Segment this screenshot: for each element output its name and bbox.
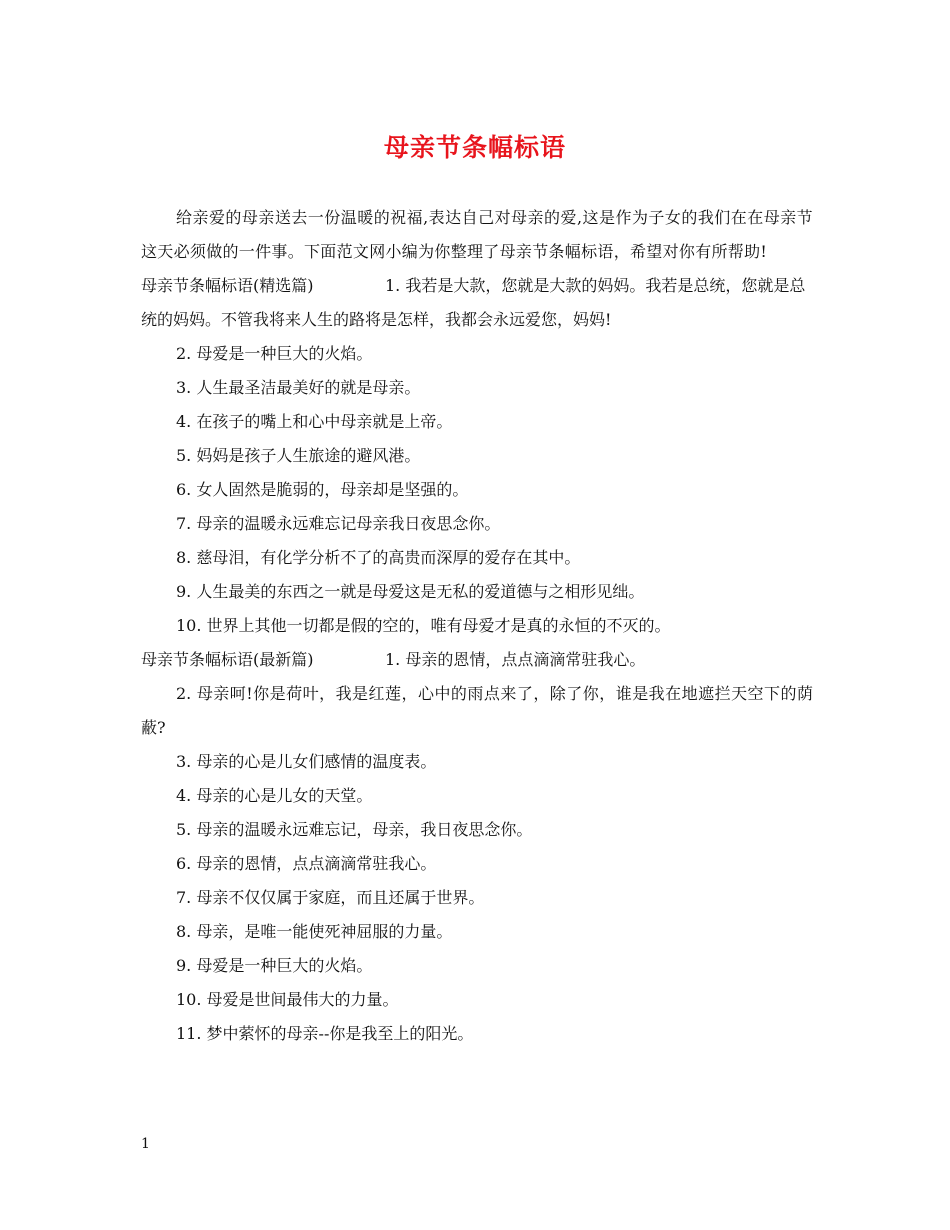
list-item: 2. 母亲呵!你是荷叶，我是红莲，心中的雨点来了，除了你，谁是我在地遮拦天空下的荫蔽? xyxy=(141,684,813,737)
list-item: 5. 母亲的温暖永远难忘记，母亲，我日夜思念你。 xyxy=(176,820,533,839)
section-heading-latest: 母亲节条幅标语(最新篇) xyxy=(141,650,314,669)
list-item: 10. 世界上其他一切都是假的空的，唯有母爱才是真的永恒的不灭的。 xyxy=(176,616,671,635)
list-item: 8. 慈母泪，有化学分析不了的高贵而深厚的爱存在其中。 xyxy=(176,548,581,567)
list-item: 3. 母亲的心是儿女们感情的温度表。 xyxy=(176,752,437,771)
list-item: 1. 母亲的恩情，点点滴滴常驻我心。 xyxy=(385,650,646,669)
list-item: 1. 我若是大款，您就是大款的妈妈。我若是总统，您就是总统的妈妈。不管我将来人生的路将是怎样，我都会永远爱您，妈妈! xyxy=(141,276,806,329)
section-精选-row xyxy=(141,269,813,337)
section-heading-selected: 母亲节条幅标语(精选篇) xyxy=(141,276,314,295)
list-item: 8. 母亲，是唯一能使死神屈服的力量。 xyxy=(176,922,453,941)
list-item: 9. 人生最美的东西之一就是母爱这是无私的爱道德与之相形见绌。 xyxy=(176,582,645,601)
list-item: 7. 母亲的温暖永远难忘记母亲我日夜思念你。 xyxy=(176,514,501,533)
list-item: 5. 妈妈是孩子人生旅途的避风港。 xyxy=(176,446,421,465)
list-item: 11. 梦中萦怀的母亲--你是我至上的阳光。 xyxy=(176,1024,474,1043)
list-item: 7. 母亲不仅仅属于家庭，而且还属于世界。 xyxy=(176,888,485,907)
list-item: 2. 母爱是一种巨大的火焰。 xyxy=(176,344,373,363)
list-item: 4. 母亲的心是儿女的天堂。 xyxy=(176,786,373,805)
list-item: 3. 人生最圣洁最美好的就是母亲。 xyxy=(176,378,421,397)
page-number: 1 xyxy=(141,1136,150,1152)
document-body xyxy=(141,201,813,1051)
section-最新-row xyxy=(141,643,813,677)
list-item: 9. 母爱是一种巨大的火焰。 xyxy=(176,956,373,975)
list-item: 10. 母爱是世间最伟大的力量。 xyxy=(176,990,399,1009)
list-item: 6. 母亲的恩情，点点滴滴常驻我心。 xyxy=(176,854,437,873)
document-title: 母亲节条幅标语 xyxy=(383,133,566,162)
list-item: 6. 女人固然是脆弱的，母亲却是坚强的。 xyxy=(176,480,469,499)
list-item: 4. 在孩子的嘴上和心中母亲就是上帝。 xyxy=(176,412,453,431)
intro-paragraph: 给亲爱的母亲送去一份温暖的祝福,表达自己对母亲的爱,这是作为子女的我们在在母亲节这天必须做的一件事。下面范文网小编为你整理了母亲节条幅标语，希望对你有所帮助! xyxy=(141,208,813,261)
